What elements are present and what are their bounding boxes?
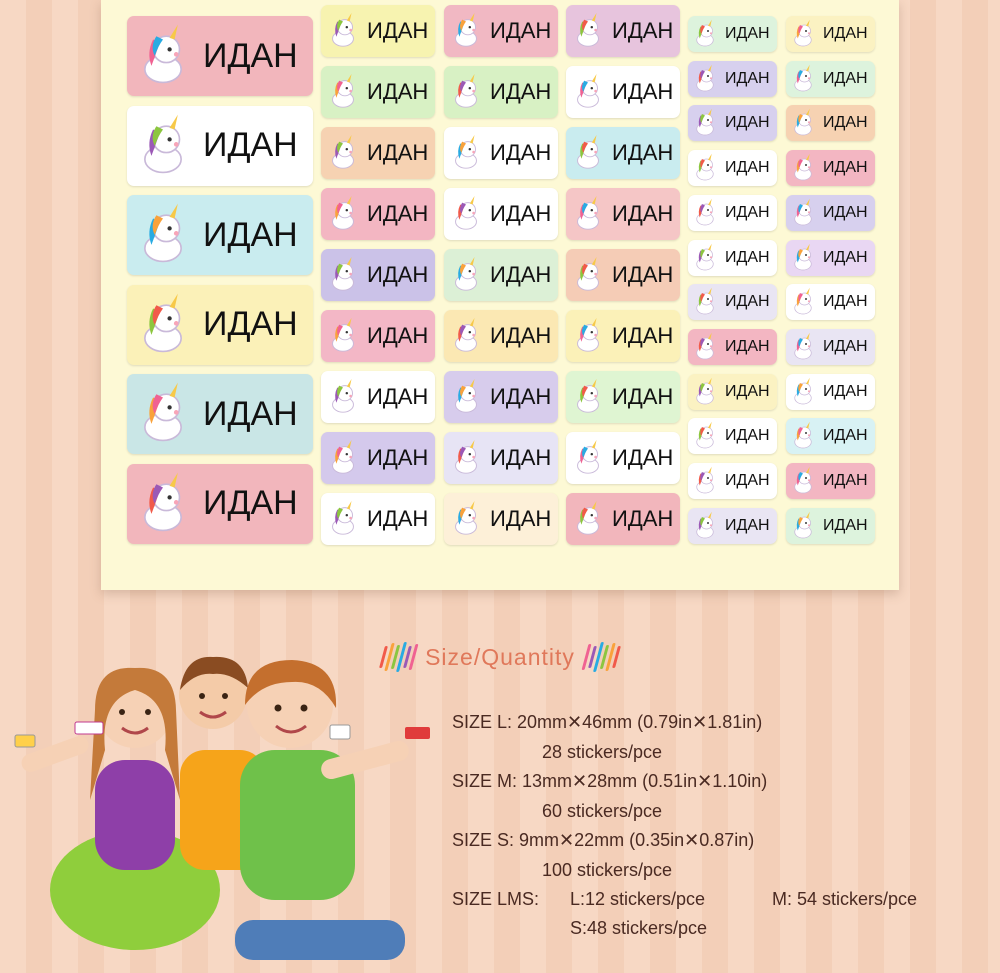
name-sticker-s [688,240,777,276]
name-sticker-m [444,5,558,57]
unicorn-icon [566,432,610,484]
sticker-name-label: ИДАН [725,114,770,132]
unicorn-icon [127,285,199,365]
section-title: Size/Quantity [425,643,575,670]
name-sticker-s [786,61,875,97]
sticker-name-label: ИДАН [823,114,868,132]
name-sticker-m [321,249,435,301]
sticker-name-label: ИДАН [823,337,868,355]
sticker-name-label: ИДАН [490,323,552,348]
unicorn-icon [688,374,722,410]
name-sticker-m [444,432,558,484]
name-sticker-s [786,284,875,320]
size-s-dimensions: SIZE S: 9mm✕22mm (0.35in✕0.87in) [452,830,755,850]
sticker-name-label: ИДАН [203,36,298,75]
sticker-name-label: ИДАН [725,159,770,177]
sticker-name-label: ИДАН [612,506,674,531]
sticker-name-label: ИДАН [203,484,298,522]
sticker-name-label: ИДАН [612,445,674,470]
unicorn-icon [786,105,820,141]
unicorn-icon [688,418,722,454]
unicorn-icon [127,195,199,275]
name-sticker-m [321,493,435,545]
sticker-name-label: ИДАН [490,18,552,43]
unicorn-icon [688,508,722,544]
sticker-name-label: ИДАН [367,323,429,348]
name-sticker-s [786,508,875,544]
unicorn-icon [786,374,820,410]
unicorn-icon [127,106,199,186]
sticker-name-label: ИДАН [725,516,770,534]
name-sticker-m [321,432,435,484]
unicorn-icon [127,16,199,96]
name-sticker-m [321,5,435,57]
sticker-name-label: ИДАН [823,25,868,42]
children-photo [0,630,450,973]
size-lms-m-quantity: M: 54 stickers/pce [772,889,918,909]
sticker-name-label: ИДАН [612,323,674,348]
name-sticker-m [444,127,558,179]
unicorn-icon [321,371,365,423]
unicorn-icon [321,66,365,118]
boy-green-figure [235,660,430,960]
unicorn-icon [786,508,820,544]
sticker-name-label: ИДАН [612,262,674,287]
sticker-name-label: ИДАН [725,427,770,445]
name-sticker-s [786,240,875,276]
name-sticker-s [688,508,777,544]
name-sticker-m [321,66,435,118]
unicorn-icon [786,284,820,320]
name-sticker-s [786,374,875,410]
sticker-name-label: ИДАН [490,506,552,531]
name-sticker-m [321,371,435,423]
unicorn-icon [321,5,365,57]
name-sticker-s [688,61,777,97]
sticker-name-label: ИДАН [367,18,429,43]
sticker-name-label: ИДАН [725,472,770,489]
name-sticker-l [127,285,313,365]
name-sticker-m [566,5,680,57]
name-sticker-m [321,127,435,179]
unicorn-icon [566,5,610,57]
sticker-name-label: ИДАН [367,445,429,470]
sticker-name-label: ИДАН [823,516,868,534]
sticker-name-label: ИДАН [725,69,770,87]
size-l-dimensions: SIZE L: 20mm✕46mm (0.79in✕1.81in) [452,712,763,732]
unicorn-icon [444,188,488,240]
sticker-name-label: ИДАН [367,201,429,226]
unicorn-icon [566,371,610,423]
unicorn-icon [688,16,722,52]
name-sticker-m [444,188,558,240]
sticker-name-label: ИДАН [612,140,674,165]
name-sticker-l [127,195,313,275]
name-sticker-m [444,310,558,362]
name-sticker-m [566,66,680,118]
sticker-name-label: ИДАН [823,427,868,445]
unicorn-icon [566,310,610,362]
name-sticker-s [688,150,777,186]
unicorn-icon [444,127,488,179]
name-sticker-m [444,66,558,118]
name-sticker-m [444,371,558,423]
sticker-name-label: ИДАН [823,203,868,221]
size-lms-label: SIZE LMS: [452,889,540,909]
rainbow-stripes-right-icon [581,642,622,672]
sticker-name-label: ИДАН [367,79,429,104]
unicorn-icon [688,105,722,141]
name-sticker-s [688,16,777,52]
unicorn-icon [688,463,722,499]
unicorn-icon [321,432,365,484]
name-sticker-s [786,150,875,186]
unicorn-icon [786,61,820,97]
sticker-name-label: ИДАН [725,382,770,400]
name-sticker-m [321,310,435,362]
sticker-name-label: ИДАН [823,382,868,400]
name-sticker-l [127,464,313,544]
size-lms-l-quantity: L:12 stickers/pce [570,889,706,909]
unicorn-icon [444,249,488,301]
sticker-name-label: ИДАН [725,203,770,221]
sticker-name-label: ИДАН [725,293,770,311]
unicorn-icon [786,150,820,186]
name-sticker-m [444,249,558,301]
name-sticker-s [786,16,875,52]
unicorn-icon [444,66,488,118]
name-sticker-l [127,374,313,454]
name-sticker-s [688,418,777,454]
sticker-name-label: ИДАН [203,394,298,433]
sticker-sheet [101,0,899,590]
unicorn-icon [786,16,820,52]
sticker-name-label: ИДАН [490,201,552,226]
unicorn-icon [444,310,488,362]
sticker-name-label: ИДАН [725,25,770,42]
unicorn-icon [444,493,488,545]
unicorn-icon [566,188,610,240]
sticker-name-label: ИДАН [612,384,674,409]
unicorn-icon [127,464,199,544]
unicorn-icon [566,249,610,301]
name-sticker-l [127,106,313,186]
sticker-name-label: ИДАН [490,384,552,409]
name-sticker-s [688,374,777,410]
unicorn-icon [786,418,820,454]
sticker-name-label: ИДАН [612,79,674,104]
name-sticker-m [566,249,680,301]
sticker-name-label: ИДАН [823,293,868,311]
size-s-quantity: 100 stickers/pce [542,860,673,880]
unicorn-icon [566,493,610,545]
size-lms-s-quantity: S:48 stickers/pce [570,918,708,938]
unicorn-icon [688,240,722,276]
sticker-name-label: ИДАН [823,69,868,87]
sticker-name-label: ИДАН [823,159,868,177]
name-sticker-s [688,284,777,320]
size-m-dimensions: SIZE M: 13mm✕28mm (0.51in✕1.10in) [452,771,768,791]
unicorn-icon [786,463,820,499]
sticker-name-label: ИДАН [203,305,298,343]
name-sticker-s [688,105,777,141]
unicorn-icon [786,240,820,276]
unicorn-icon [786,329,820,365]
unicorn-icon [688,61,722,97]
unicorn-icon [444,371,488,423]
name-sticker-s [786,418,875,454]
sticker-name-label: ИДАН [612,18,674,43]
unicorn-icon [321,127,365,179]
name-sticker-s [786,105,875,141]
sticker-name-label: ИДАН [612,201,674,226]
sticker-name-label: ИДАН [490,79,552,104]
name-sticker-m [566,432,680,484]
unicorn-icon [688,284,722,320]
sticker-name-label: ИДАН [490,262,552,287]
unicorn-icon [688,150,722,186]
name-sticker-s [688,195,777,231]
name-sticker-s [786,329,875,365]
sticker-name-label: ИДАН [823,472,868,489]
unicorn-icon [444,5,488,57]
size-l-quantity: 28 stickers/pce [542,742,663,762]
unicorn-icon [786,195,820,231]
sticker-name-label: ИДАН [367,140,429,165]
sticker-name-label: ИДАН [203,126,298,164]
name-sticker-m [566,371,680,423]
name-sticker-s [786,463,875,499]
name-sticker-m [444,493,558,545]
unicorn-icon [444,432,488,484]
sticker-name-label: ИДАН [725,248,770,266]
name-sticker-s [688,329,777,365]
unicorn-icon [688,195,722,231]
name-sticker-s [688,463,777,499]
unicorn-icon [321,188,365,240]
name-sticker-s [786,195,875,231]
name-sticker-l [127,16,313,96]
unicorn-icon [566,127,610,179]
name-sticker-m [566,310,680,362]
name-sticker-m [566,188,680,240]
unicorn-icon [321,249,365,301]
sticker-name-label: ИДАН [367,506,429,531]
unicorn-icon [566,66,610,118]
unicorn-icon [688,329,722,365]
sticker-name-label: ИДАН [203,215,298,254]
sticker-name-label: ИДАН [367,384,429,409]
size-m-quantity: 60 stickers/pce [542,801,663,821]
sticker-name-label: ИДАН [367,262,429,287]
sticker-name-label: ИДАН [490,140,552,165]
sticker-name-label: ИДАН [823,248,868,266]
sticker-name-label: ИДАН [490,445,552,470]
unicorn-icon [321,493,365,545]
sticker-name-label: ИДАН [725,337,770,355]
unicorn-icon [321,310,365,362]
name-sticker-m [566,493,680,545]
unicorn-icon [127,374,199,454]
name-sticker-m [321,188,435,240]
name-sticker-m [566,127,680,179]
